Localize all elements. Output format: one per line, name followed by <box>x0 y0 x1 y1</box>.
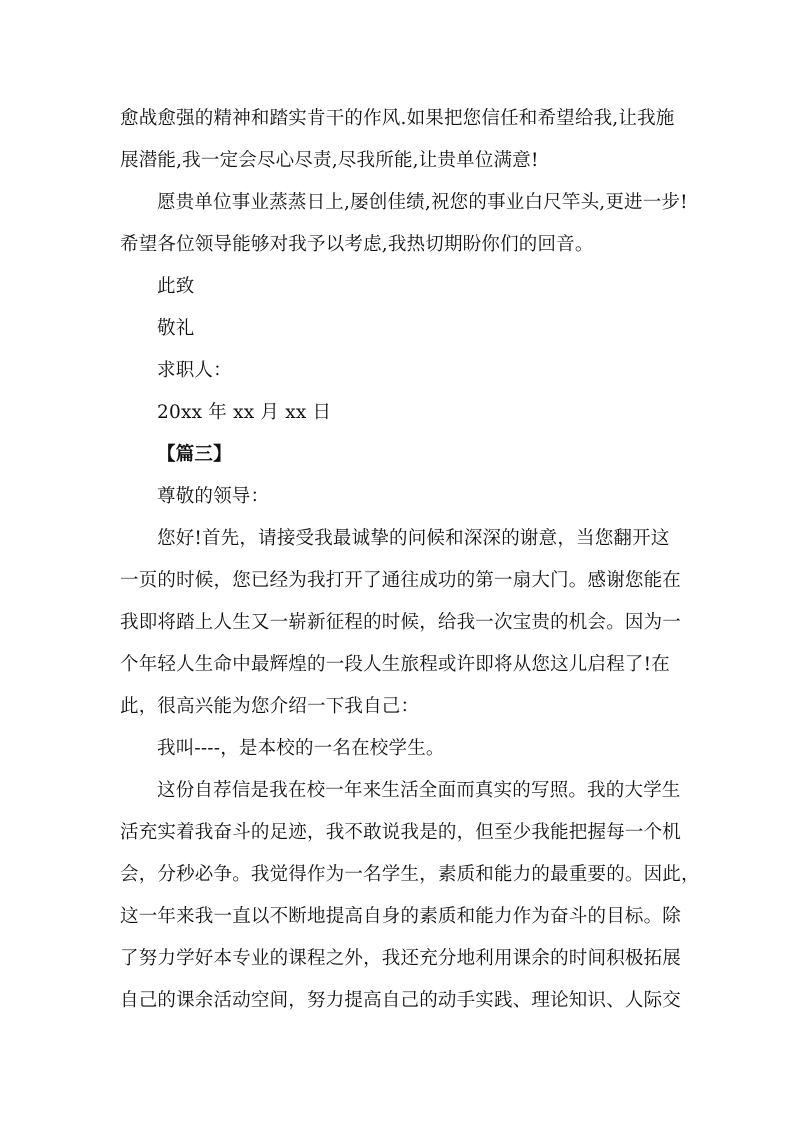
text-line: 展潜能,我一定会尽心尽责,尽我所能,让贵单位满意! <box>120 150 539 171</box>
text-line: 此，很高兴能为您介绍一下我自己： <box>120 696 420 717</box>
greeting: 尊敬的领导： <box>157 486 270 507</box>
document-page <box>120 98 700 1022</box>
date-line: 20xx 年 xx 月 xx 日 <box>157 402 332 423</box>
text-line: 一页的时候，您已经为我打开了通往成功的第一扇大门。感谢您能在 <box>120 570 682 591</box>
text-line: 个年轻人生命中最辉煌的一段人生旅程或许即将从您这儿启程了!在 <box>120 654 670 675</box>
text-line: 了努力学好本专业的课程之外，我还充分地利用课余的时间积极拓展 <box>120 948 682 969</box>
text-line: 您好!首先，请接受我最诚挚的问候和深深的谢意，当您翻开这 <box>157 528 670 549</box>
text-line: 这份自荐信是我在校一年来生活全面而真实的写照。我的大学生 <box>157 780 681 801</box>
text-line: 愿贵单位事业蒸蒸日上,屡创佳绩,祝您的事业白尺竿头,更进一步! <box>157 192 688 213</box>
text-line: 这一年来我一直以不断地提高自身的素质和能力作为奋斗的目标。除 <box>120 906 682 927</box>
text-line: 自己的课余活动空间，努力提高自己的动手实践、理论知识、人际交 <box>120 990 682 1011</box>
signature-label: 求职人： <box>157 360 232 381</box>
text-line: 希望各位领导能够对我予以考虑,我热切期盼你们的回音。 <box>120 234 594 255</box>
section-heading: 【篇三】 <box>157 444 232 465</box>
text-line: 我即将踏上人生又一崭新征程的时候，给我一次宝贵的机会。因为一 <box>120 612 682 633</box>
closing-salutation: 此致 <box>157 276 195 297</box>
text-line: 活充实着我奋斗的足迹，我不敢说我是的，但至少我能把握每一个机 <box>120 822 682 843</box>
text-line: 我叫----，是本校的一名在校学生。 <box>157 738 445 759</box>
text-line: 愈战愈强的精神和踏实肯干的作风.如果把您信任和希望给我,让我施 <box>120 108 675 129</box>
text-line: 会，分秒必争。我觉得作为一名学生，素质和能力的最重要的。因此， <box>120 864 700 885</box>
closing-regards: 敬礼 <box>157 318 195 339</box>
